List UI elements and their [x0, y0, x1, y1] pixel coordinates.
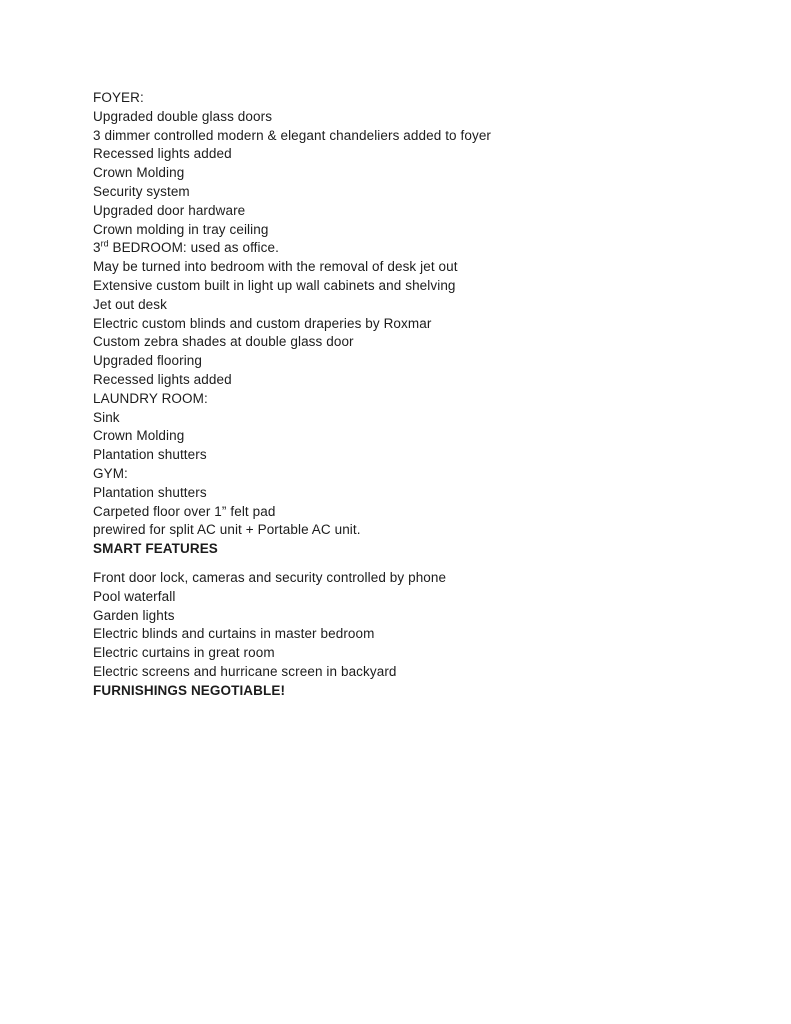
feature-line: Electric blinds and curtains in master bedroom	[93, 626, 375, 642]
section-heading-laundry-room: LAUNDRY ROOM:	[93, 390, 208, 406]
feature-line: Electric custom blinds and custom draperies by Roxmar	[93, 315, 432, 331]
feature-line: Crown Molding	[93, 165, 185, 181]
section-furnishings	[93, 682, 731, 701]
heading-ordinal-suffix: rd	[100, 238, 109, 249]
feature-line: Crown molding in tray ceiling	[93, 221, 269, 237]
feature-line: Recessed lights added	[93, 146, 232, 162]
heading-ordinal-base: 3	[93, 240, 101, 256]
feature-line: Upgraded door hardware	[93, 202, 246, 218]
feature-line: Recessed lights added	[93, 371, 232, 387]
section-laundry-room	[93, 390, 731, 465]
feature-line: May be turned into bedroom with the removal of desk jet out	[93, 259, 458, 275]
section-heading-furnishings: FURNISHINGS NEGOTIABLE!	[93, 682, 286, 698]
feature-line: Electric screens and hurricane screen in backyard	[93, 663, 397, 679]
feature-line: Security system	[93, 183, 190, 199]
section-heading-gym: GYM:	[93, 465, 128, 481]
feature-line: Plantation shutters	[93, 447, 207, 463]
feature-line: Plantation shutters	[93, 484, 207, 500]
feature-line: 3 dimmer controlled modern & elegant chandeliers added to foyer	[93, 127, 492, 143]
section-gym	[93, 465, 731, 540]
heading-text: BEDROOM: used as office.	[108, 240, 279, 256]
section-heading-foyer: FOYER:	[93, 90, 144, 105]
section-smart-features	[93, 540, 731, 682]
section-heading-smart-features: SMART FEATURES	[93, 541, 218, 557]
feature-line: Jet out desk	[93, 296, 167, 312]
section-foyer	[93, 89, 731, 239]
feature-line: Electric curtains in great room	[93, 645, 275, 661]
feature-line: Garden lights	[93, 607, 175, 623]
feature-line: Sink	[93, 409, 120, 425]
feature-line: Upgraded flooring	[93, 353, 203, 369]
feature-line: Crown Molding	[93, 428, 185, 444]
feature-line: Carpeted floor over 1” felt pad	[93, 503, 276, 519]
feature-line: Extensive custom built in light up wall cabinets and shelving	[93, 277, 456, 293]
section-heading-third-bedroom	[93, 239, 731, 258]
feature-line: Upgraded double glass doors	[93, 108, 273, 124]
feature-line: Front door lock, cameras and security controlled by phone	[93, 569, 447, 585]
feature-line: Custom zebra shades at double glass door	[93, 334, 354, 350]
feature-line: Pool waterfall	[93, 588, 176, 604]
feature-line: prewired for split AC unit + Portable AC unit.	[93, 522, 361, 538]
section-third-bedroom	[93, 239, 731, 389]
